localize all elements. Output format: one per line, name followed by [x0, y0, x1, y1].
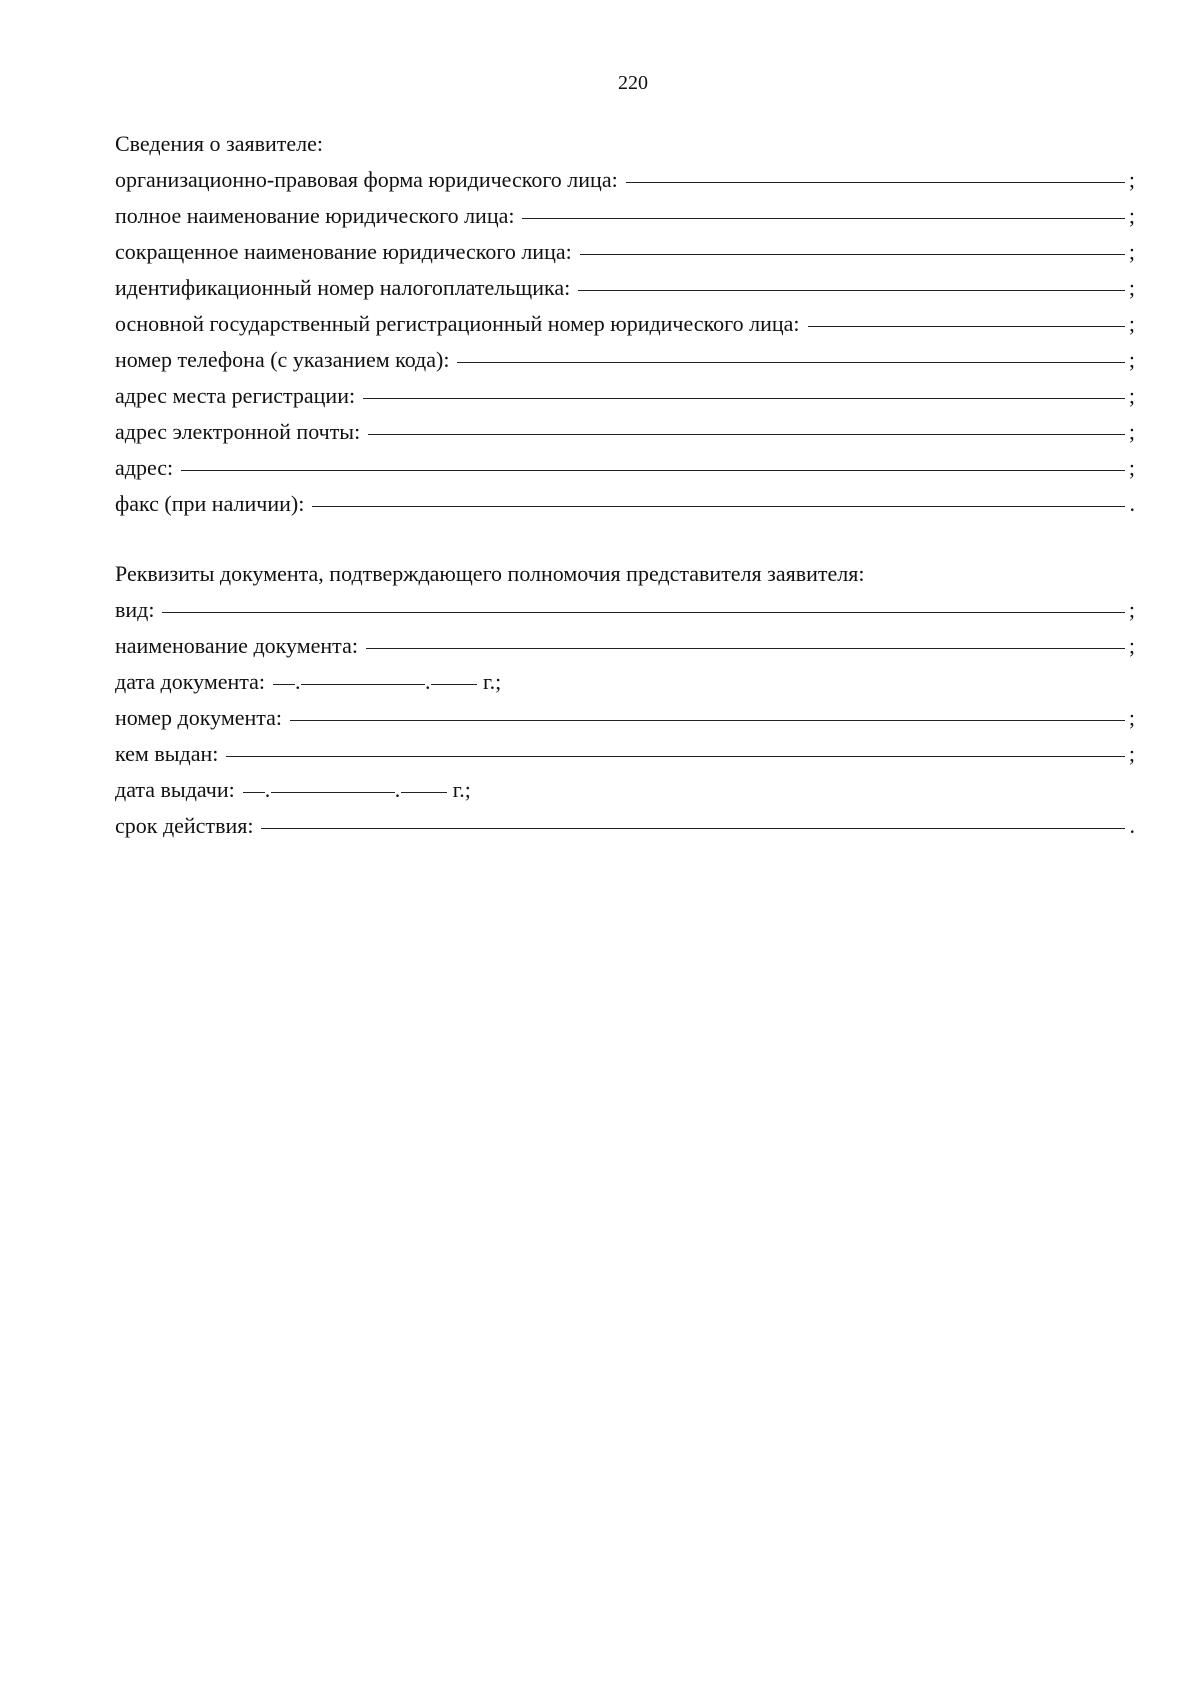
field-label: сокращенное наименование юридического лица:	[115, 239, 572, 264]
field-end: ;	[1128, 275, 1135, 300]
field-label: адрес:	[115, 455, 174, 480]
field-issue-date	[115, 772, 1135, 808]
section-gap	[115, 522, 1135, 556]
field-end: ;	[1128, 705, 1135, 730]
month-blank[interactable]	[301, 684, 425, 685]
date-separator: .	[264, 777, 271, 802]
date-separator: .	[394, 777, 401, 802]
date-separator: .	[295, 669, 301, 694]
day-blank[interactable]	[273, 684, 295, 685]
month-blank[interactable]	[271, 792, 395, 793]
field-label: идентификационный номер налогоплательщика:	[115, 275, 571, 300]
field-ogrn	[115, 306, 1135, 342]
field-end: ;	[1128, 239, 1135, 264]
blank-line[interactable]	[312, 506, 1125, 507]
date-suffix: г.;	[483, 669, 502, 694]
field-doc-number	[115, 700, 1135, 736]
field-end: ;	[1128, 203, 1135, 228]
field-issued-by	[115, 736, 1135, 772]
field-end: ;	[1128, 419, 1135, 444]
year-blank[interactable]	[401, 792, 447, 793]
blank-line[interactable]	[626, 182, 1125, 183]
field-end: ;	[1128, 347, 1135, 372]
field-label: срок действия:	[115, 813, 254, 838]
field-label: дата выдачи:	[115, 777, 235, 802]
field-end: ;	[1128, 741, 1135, 766]
applicant-heading: Сведения о заявителе:	[115, 131, 324, 156]
field-end: ;	[1128, 311, 1135, 336]
field-registration-address	[115, 378, 1135, 414]
day-blank[interactable]	[243, 792, 265, 793]
field-phone	[115, 342, 1135, 378]
field-label: номер документа:	[115, 705, 283, 730]
field-end: .	[1129, 813, 1135, 838]
field-legal-form	[115, 162, 1135, 198]
field-fax	[115, 486, 1135, 522]
blank-line[interactable]	[162, 612, 1125, 613]
field-label: адрес электронной почты:	[115, 419, 361, 444]
field-doc-name	[115, 628, 1135, 664]
field-label: полное наименование юридического лица:	[115, 203, 515, 228]
field-doc-type	[115, 592, 1135, 628]
field-short-name	[115, 234, 1135, 270]
document-heading: Реквизиты документа, подтверждающего полномочия представителя заявителя:	[115, 561, 865, 586]
field-label: основной государственный регистрационный номер юридического лица:	[115, 311, 800, 336]
field-label: факс (при наличии):	[115, 491, 305, 516]
field-label: адрес места регистрации:	[115, 383, 356, 408]
field-address	[115, 450, 1135, 486]
page-number: 220	[618, 72, 648, 94]
year-blank[interactable]	[431, 684, 477, 685]
field-label: вид:	[115, 597, 155, 622]
field-label: организационно-правовая форма юридического лица:	[115, 167, 618, 192]
date-suffix: г.;	[452, 777, 471, 802]
field-full-name	[115, 198, 1135, 234]
field-end: ;	[1128, 597, 1135, 622]
blank-line[interactable]	[181, 470, 1125, 471]
field-validity	[115, 808, 1135, 844]
blank-line[interactable]	[368, 434, 1125, 435]
blank-line[interactable]	[578, 290, 1125, 291]
form-content	[115, 126, 1135, 844]
field-label: номер телефона (с указанием кода):	[115, 347, 450, 372]
blank-line[interactable]	[261, 828, 1125, 829]
blank-line[interactable]	[522, 218, 1125, 219]
blank-line[interactable]	[226, 756, 1125, 757]
field-email	[115, 414, 1135, 450]
field-end: ;	[1128, 455, 1135, 480]
blank-line[interactable]	[808, 326, 1125, 327]
field-end: ;	[1128, 383, 1135, 408]
field-label: наименование документа:	[115, 633, 358, 658]
blank-line[interactable]	[457, 362, 1125, 363]
blank-line[interactable]	[366, 648, 1125, 649]
blank-line[interactable]	[363, 398, 1125, 399]
date-separator: .	[425, 669, 431, 694]
field-end: ;	[1128, 633, 1135, 658]
blank-line[interactable]	[290, 720, 1125, 721]
blank-line[interactable]	[580, 254, 1125, 255]
field-end: .	[1129, 491, 1135, 516]
field-label: дата документа:	[115, 669, 266, 694]
field-end: ;	[1128, 167, 1135, 192]
field-inn	[115, 270, 1135, 306]
field-doc-date	[115, 664, 1135, 700]
field-label: кем выдан:	[115, 741, 219, 766]
